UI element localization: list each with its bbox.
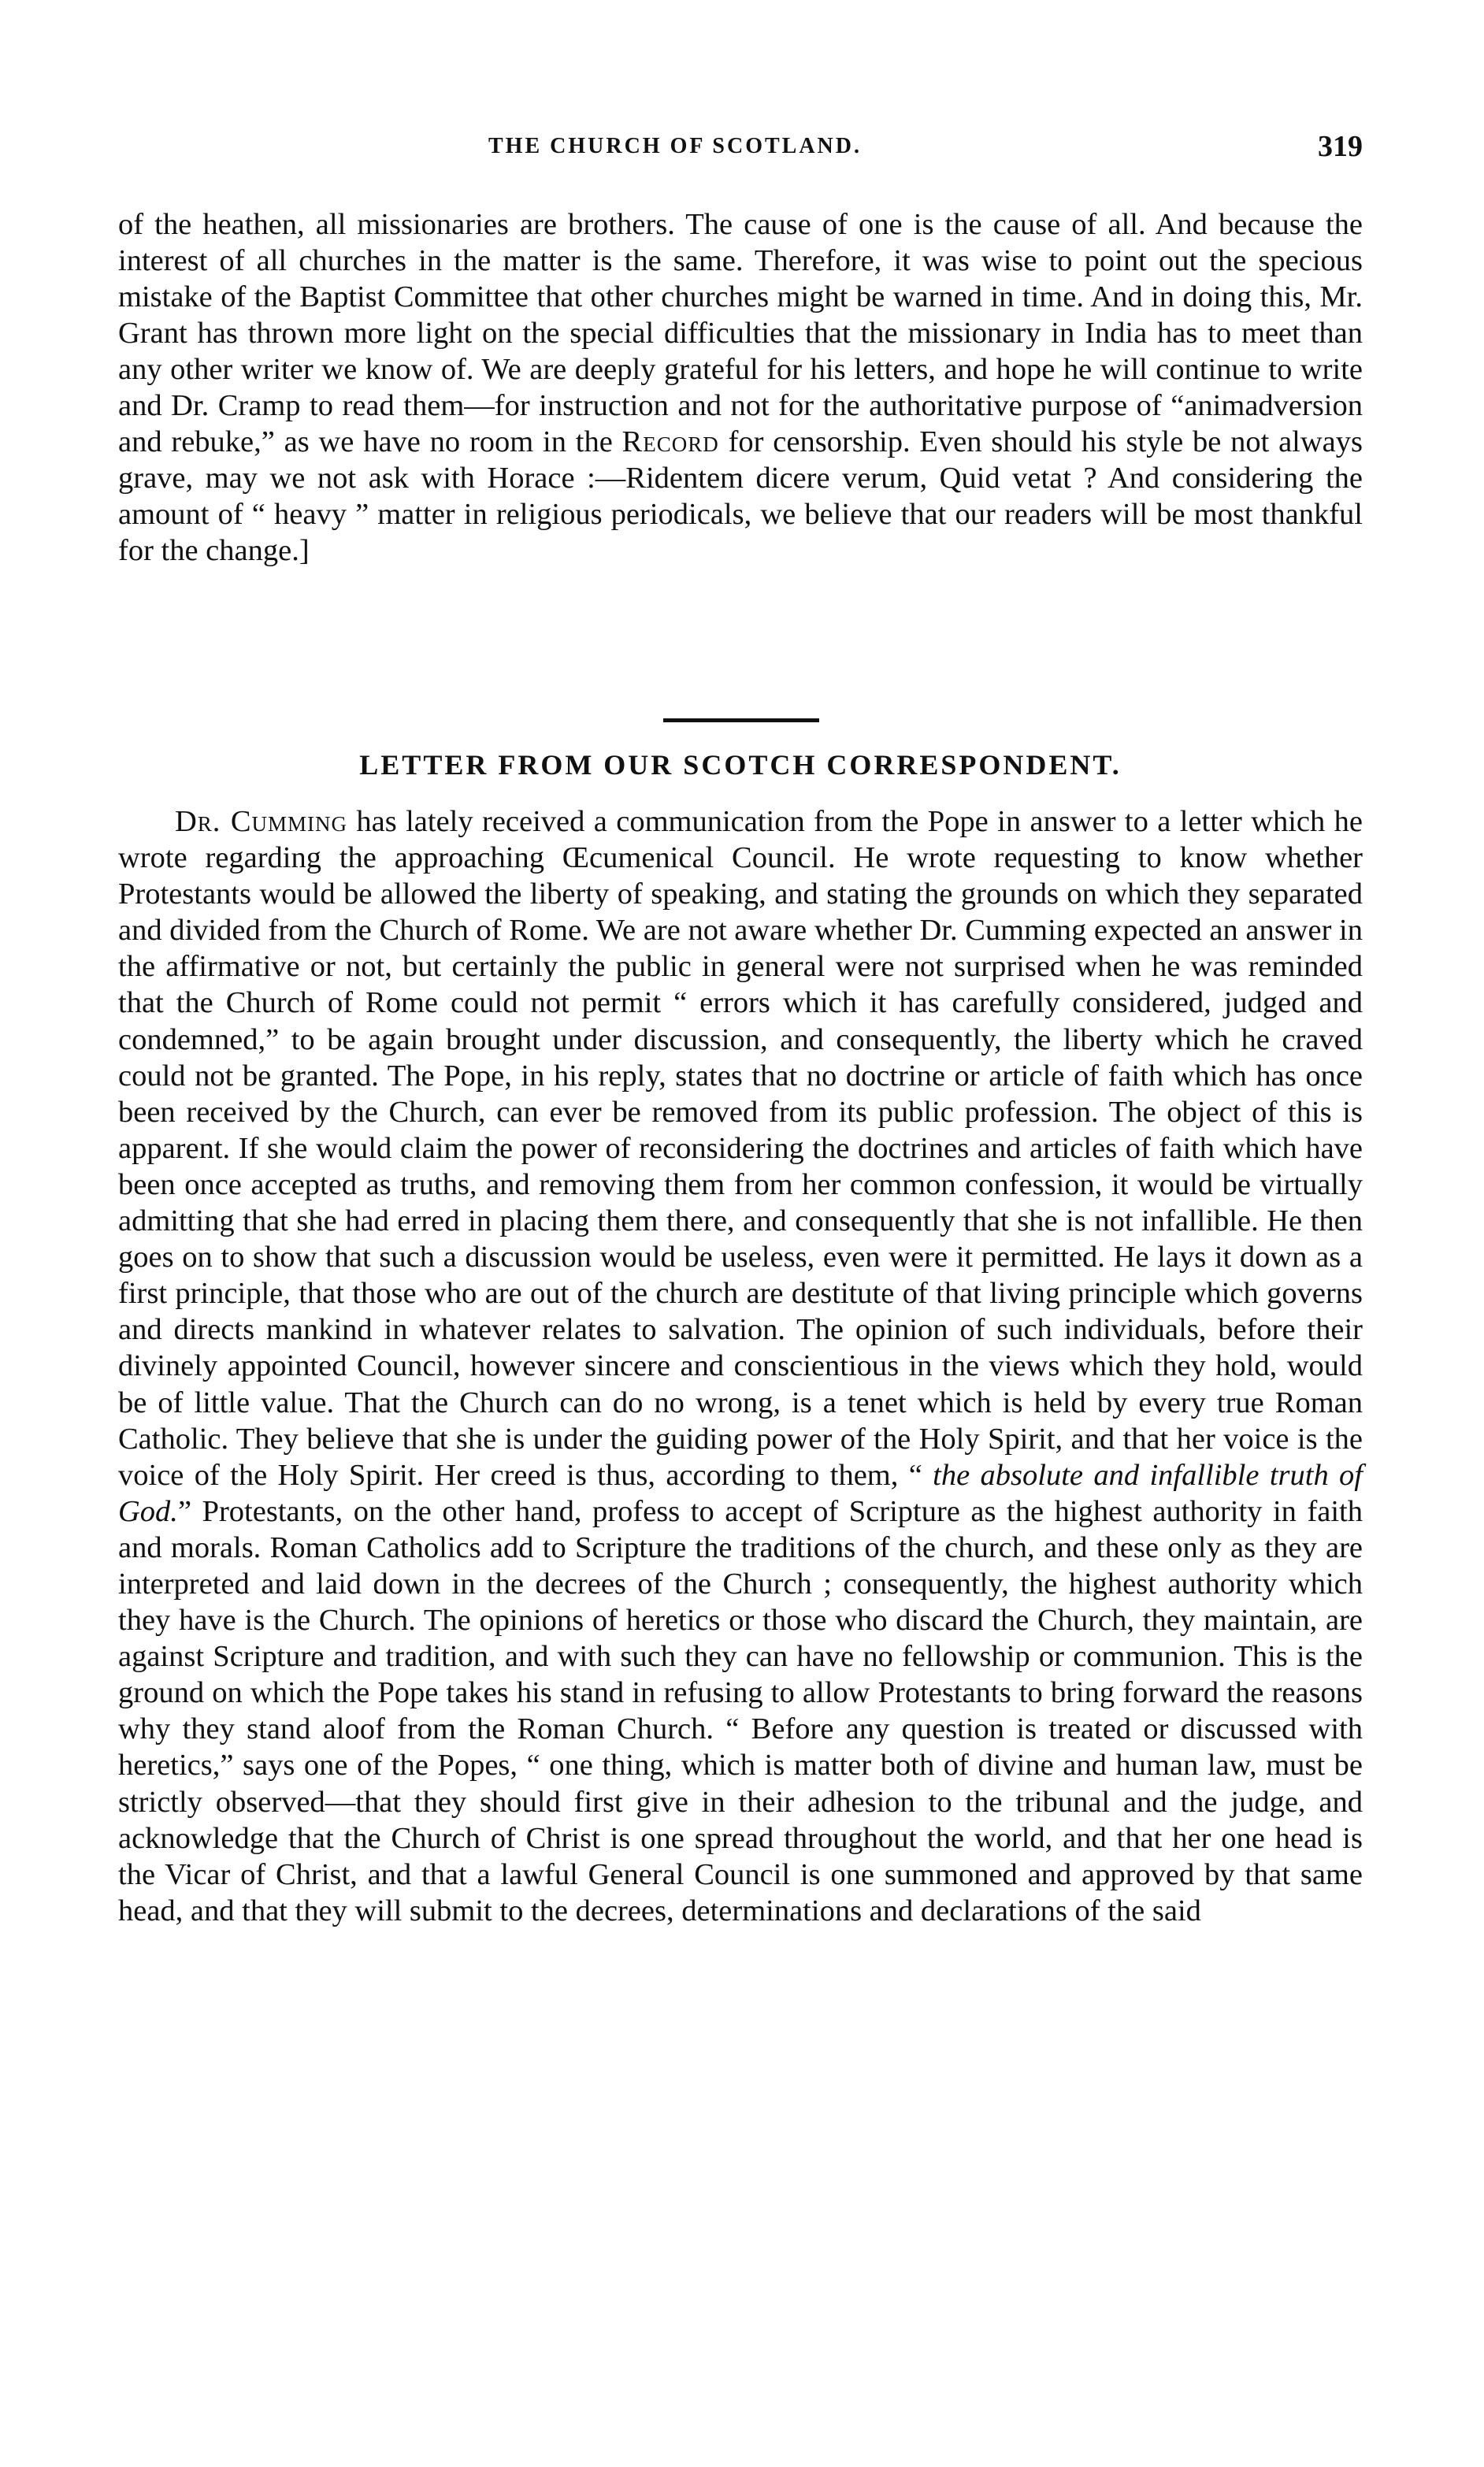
running-title: THE CHURCH OF SCOTLAND.: [488, 134, 863, 158]
editorial-note-text-continued: for censorship. Even should his style be not always grave, may we not ask with Horace :—Ridentem dicere verum, Quid vetat ? And considering the amount of “ heavy ” matter in religious periodicals, we believe that our readers will be most thankful for the change.]: [118, 425, 1363, 567]
page-number: 319: [1318, 130, 1363, 163]
lead-word: Dr. Cumming: [175, 805, 348, 838]
editorial-note-text: of the heathen, all missionaries are brothers. The cause of one is the cause of all. And because the interest of all churches in the matter is the same. Therefore, it was wise to point out the specious mistake of the Baptist Committee that other churches might be warned in time. And in doing this, Mr. Grant has thrown more light on the special difficulties that the missionary in India has to meet than any other writer we know of. We are deeply grateful for his letters, and hope he will continue to write and Dr. Cramp to read them—for instruction and not for the authoritative purpose of “animadversion and rebuke,” as we have no room in the: [118, 208, 1363, 458]
emphasized-quote: the absolute and infallible truth of God.: [118, 1458, 1363, 1528]
section-divider: [663, 718, 819, 722]
record-word: Record: [621, 425, 719, 458]
letter-text-continued: ” Protestants, on the other hand, profess to accept of Scripture as the highest authority in faith and morals. Roman Catholics add to Scripture the traditions of the church, and these only as they are interpreted and laid down in the decrees of the Church ; consequently, the highest authority which they have is the Church. The opinions of heretics or those who discard the Church, they maintain, are against Scripture and tradition, and with such they can have no fellowship or communion. This is the ground on which the Pope takes his stand in refusing to allow Protestants to bring forward the reasons why they stand aloof from the Roman Church. “ Before any question is treated or discussed with heretics,” says one of the Popes, “ one thing, which is matter both of divine and human law, must be strictly observed—that they should first give in their adhesion to the tribunal and the judge, and acknowledge that the Church of Christ is one spread throughout the world, and that her one head is the Vicar of Christ, and that a lawful General Council is one summoned and approved by that same head, and that they will submit to the decrees, determinations and declarations of the said: [118, 1494, 1363, 1927]
running-head: [118, 130, 1363, 181]
editorial-note-paragraph: [118, 206, 1363, 569]
letter-text: has lately received a communication from the Pope in answer to a letter which he wrote regarding the approaching Œcumenical Council. He wrote requesting to know whether Protestants would be allowed the liberty of speaking, and stating the grounds on which they separated and divided from the Church of Rome. We are not aware whether Dr. Cumming expected an answer in the affirmative or not, but certainly the public in general were not surprised when he was reminded that the Church of Rome could not permit “ errors which it has carefully considered, judged and condemned,” to be again brought under discussion, and consequently, the liberty which he craved could not be granted. The Pope, in his reply, states that no doctrine or article of faith which has once been received by the Church, can ever be removed from its public profession. The object of this is apparent. If she would claim the power of reconsidering the doctrines and articles of faith which have been once accepted as truths, and removing them from her common confession, it would be virtually admitting that she had erred in placing them there, and consequently that she is not infallible. He then goes on to show that such a discussion would be useless, even were it permitted. He lays it down as a first principle, that those who are out of the church are destitute of that living principle which governs and directs mankind in whatever relates to salvation. The opinion of such individuals, before their divinely appointed Council, however sincere and conscientious in the views which they hold, would be of little value. That the Church can do no wrong, is a tenet which is held by every true Roman Catholic. They believe that she is under the guiding power of the Holy Spirit, and that her voice is the voice of the Holy Spirit. Her creed is thus, according to them, “: [118, 805, 1363, 1492]
section-heading: LETTER FROM OUR SCOTCH CORRESPONDENT.: [359, 749, 1122, 781]
letter-paragraph: [118, 803, 1363, 1929]
editorial-note: [118, 206, 1363, 569]
letter-body: [118, 803, 1363, 1929]
